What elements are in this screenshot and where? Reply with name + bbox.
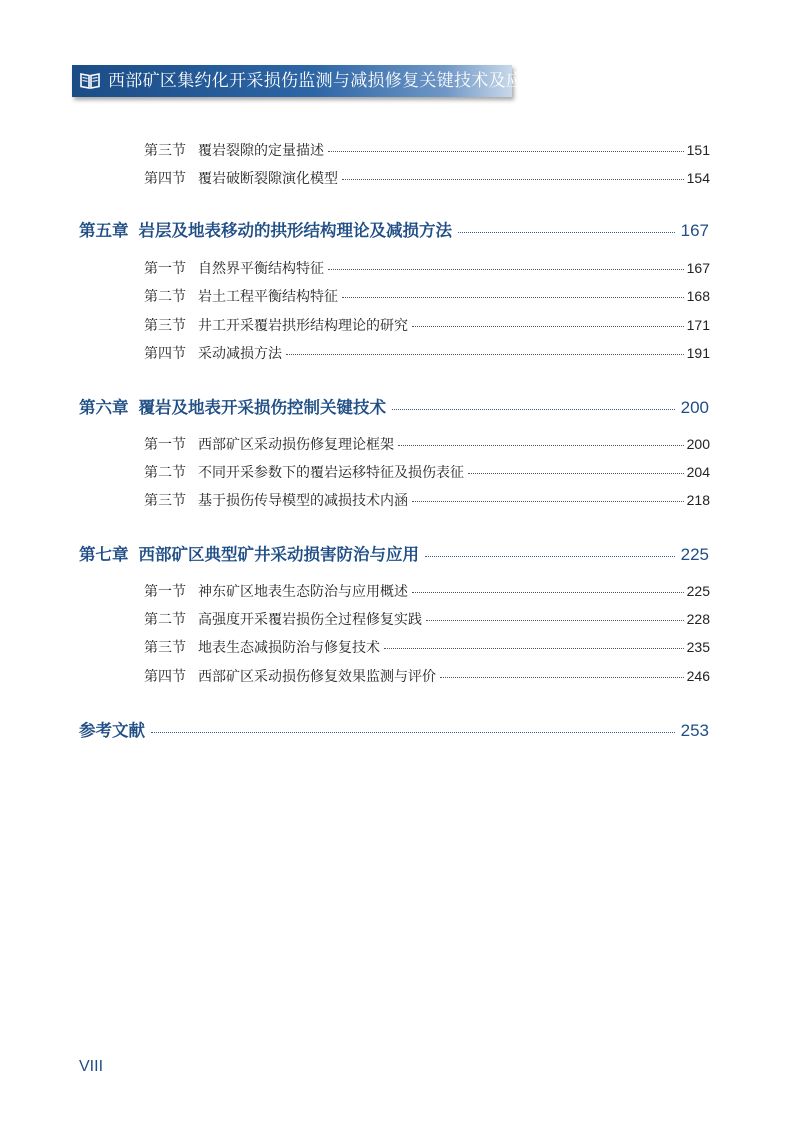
section-page-number: 200 [686,436,710,452]
section-title: 西部矿区采动损伤修复理论框架 [198,437,394,453]
chapter-page-number: 253 [680,721,709,740]
toc-section-row [144,140,710,160]
section-title: 不同开采参数下的覆岩运移特征及损伤表征 [198,465,464,481]
section-page-number: 171 [686,317,710,333]
toc-section-row [144,258,710,278]
section-number: 第四节 [144,669,186,685]
dot-leader [328,151,684,152]
dot-leader [468,473,684,474]
section-title: 覆岩破断裂隙演化模型 [198,171,338,187]
dot-leader [342,297,684,298]
dot-leader [398,445,684,446]
toc-chapter-row [79,541,709,565]
section-number: 第一节 [144,261,186,277]
toc-chapter-row [79,217,709,241]
toc-chapter-row [79,394,709,418]
section-page-number: 191 [686,345,710,361]
section-title: 神东矿区地表生态防治与应用概述 [198,584,408,600]
section-number: 第四节 [144,346,186,362]
dot-leader [412,501,684,502]
section-page-number: 154 [686,170,710,186]
toc-section-row [144,666,710,686]
section-page-number: 235 [686,639,710,655]
dot-leader [392,409,675,410]
running-header-title: 西部矿区集约化开采损伤监测与减损修复关键技术及应用 [108,71,541,91]
section-number: 第三节 [144,318,186,334]
dot-leader [342,179,684,180]
open-book-icon [79,71,101,91]
toc-section-row [144,462,710,482]
section-number: 第三节 [144,493,186,509]
toc-section-row [144,315,710,335]
section-title: 井工开采覆岩拱形结构理论的研究 [198,318,408,334]
section-page-number: 218 [686,492,710,508]
section-page-number: 151 [686,142,710,158]
toc-chapter-row [79,717,709,741]
dot-leader [286,354,684,355]
section-page-number: 167 [686,260,710,276]
chapter-number: 第七章 [79,545,129,564]
section-page-number: 246 [686,668,710,684]
chapter-number: 第五章 [79,221,129,240]
section-page-number: 225 [686,583,710,599]
section-number: 第二节 [144,465,186,481]
section-number: 第三节 [144,640,186,656]
toc-section-row [144,609,710,629]
toc-section-row [144,286,710,306]
toc-section-row [144,434,710,454]
section-title: 基于损伤传导模型的减损技术内涵 [198,493,408,509]
section-title: 西部矿区采动损伤修复效果监测与评价 [198,669,436,685]
dot-leader [425,556,675,557]
section-page-number: 228 [686,611,710,627]
chapter-page-number: 225 [680,545,709,564]
dot-leader [440,677,684,678]
chapter-title: 岩层及地表移动的拱形结构理论及减损方法 [138,221,452,240]
header-banner [72,65,541,97]
section-number: 第三节 [144,143,186,159]
chapter-title: 覆岩及地表开采损伤控制关键技术 [138,398,386,417]
section-number: 第一节 [144,437,186,453]
dot-leader [151,732,675,733]
chapter-page-number: 167 [680,221,709,240]
section-number: 第二节 [144,289,186,305]
chapter-number: 第六章 [79,398,129,417]
toc-section-row [144,581,710,601]
dot-leader [458,232,675,233]
section-page-number: 204 [686,464,710,480]
toc-section-row [144,637,710,657]
section-title: 采动减损方法 [198,346,282,362]
dot-leader [328,269,684,270]
dot-leader [384,648,684,649]
section-number: 第一节 [144,584,186,600]
chapter-title: 参考文献 [79,721,145,740]
toc-section-row [144,490,710,510]
page-number: VIII [79,1058,104,1075]
section-title: 自然界平衡结构特征 [198,261,324,277]
dot-leader [426,620,684,621]
section-title: 岩土工程平衡结构特征 [198,289,338,305]
section-page-number: 168 [686,288,710,304]
chapter-title: 西部矿区典型矿井采动损害防治与应用 [138,545,419,564]
section-title: 地表生态减损防治与修复技术 [198,640,380,656]
toc-section-row [144,168,710,188]
section-number: 第四节 [144,171,186,187]
section-number: 第二节 [144,612,186,628]
section-title: 覆岩裂隙的定量描述 [198,143,324,159]
toc-section-row [144,343,710,363]
chapter-page-number: 200 [680,398,709,417]
section-title: 高强度开采覆岩损伤全过程修复实践 [198,612,422,628]
dot-leader [412,326,684,327]
dot-leader [412,592,684,593]
